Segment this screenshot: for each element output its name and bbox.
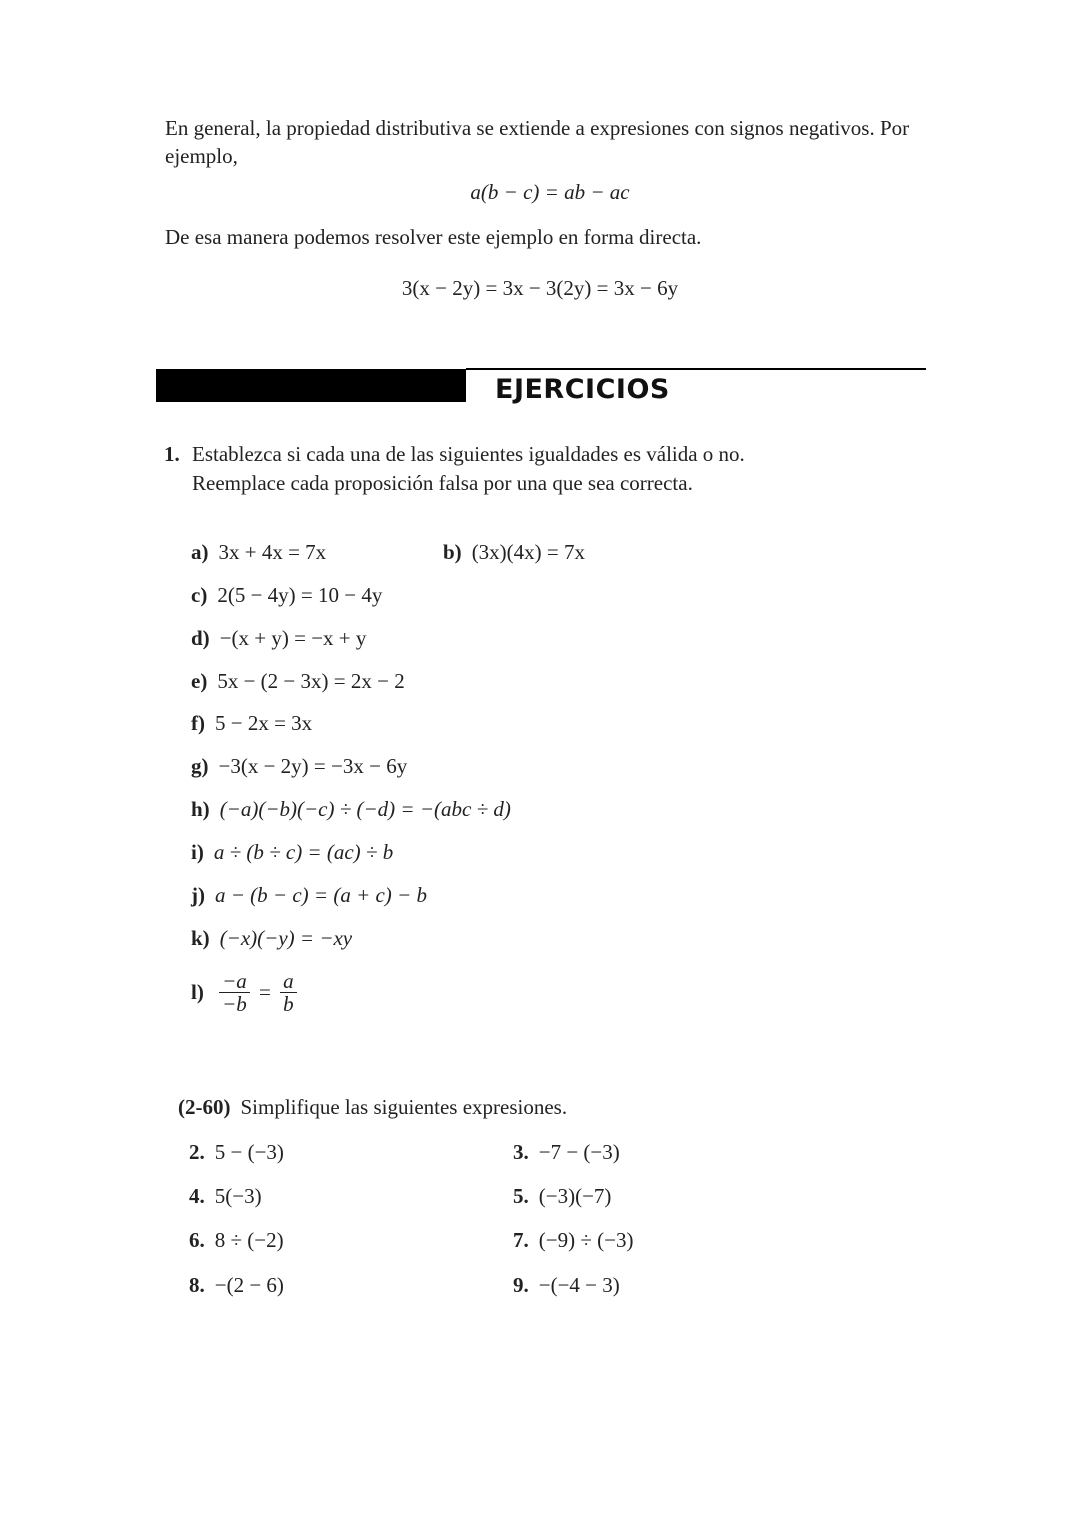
- list-item: [191, 583, 382, 608]
- item-label: h): [191, 797, 210, 821]
- list-item: [443, 540, 585, 565]
- problem-expr: 8 ÷ (−2): [214, 1228, 284, 1252]
- exercise-1: [164, 440, 764, 498]
- problem: [513, 1184, 611, 1209]
- item-label: i): [191, 840, 204, 864]
- problem-number: 2.: [189, 1140, 205, 1164]
- item-expr: 3x + 4x = 7x: [218, 540, 327, 564]
- fraction-denominator: −b: [222, 992, 247, 1016]
- problem-expr: (−3)(−7): [538, 1184, 612, 1208]
- list-item: [191, 797, 511, 822]
- list-item: [191, 626, 366, 651]
- list-item: [191, 540, 326, 565]
- problem: [189, 1273, 284, 1298]
- item-expr: (−a)(−b)(−c) ÷ (−d) = −(abc ÷ d): [219, 797, 511, 821]
- item-expr: a ÷ (b ÷ c) = (ac) ÷ b: [213, 840, 394, 864]
- problem-expr: −(−4 − 3): [538, 1273, 620, 1297]
- problem-number: 3.: [513, 1140, 529, 1164]
- exercise-number: 1.: [164, 442, 180, 466]
- intro-paragraph-2: De esa manera podemos resolver este ejemplo en forma directa.: [165, 225, 702, 249]
- problem: [513, 1273, 620, 1298]
- equation-distributive: a(b − c) = ab − ac: [470, 180, 630, 204]
- item-label: j): [191, 883, 205, 907]
- item-label: l): [191, 980, 204, 1004]
- fraction-numerator: −a: [219, 970, 250, 993]
- item-label: d): [191, 626, 210, 650]
- problem: [513, 1228, 633, 1253]
- list-item: [191, 840, 393, 865]
- item-label: k): [191, 926, 210, 950]
- problem-expr: (−9) ÷ (−3): [538, 1228, 634, 1252]
- instruction-text: Simplifique las siguientes expresiones.: [240, 1095, 568, 1119]
- section-bar: [156, 369, 466, 402]
- problem: [513, 1140, 620, 1165]
- section-rule: [466, 368, 926, 370]
- problem-number: 8.: [189, 1273, 205, 1297]
- fraction-right: [280, 970, 297, 1015]
- problem: [189, 1228, 284, 1253]
- list-item: [191, 970, 297, 1015]
- equals-sign: =: [259, 980, 271, 1004]
- intro-paragraph: En general, la propiedad distributiva se extiende a expresiones con signos negativos. Por ejemplo,: [165, 116, 910, 168]
- problem-number: 9.: [513, 1273, 529, 1297]
- problem-expr: −7 − (−3): [538, 1140, 620, 1164]
- problem-number: 6.: [189, 1228, 205, 1252]
- item-expr: −(x + y) = −x + y: [219, 626, 367, 650]
- item-expr: −3(x − 2y) = −3x − 6y: [218, 754, 408, 778]
- item-expr: 5x − (2 − 3x) = 2x − 2: [217, 669, 405, 693]
- exercise-statement: Establezca si cada una de las siguientes igualdades es válida o no. Reemplace cada proposición falsa por una que sea correcta.: [192, 442, 745, 495]
- list-item: [191, 883, 427, 908]
- fraction-numerator: a: [280, 970, 297, 993]
- problem-number: 4.: [189, 1184, 205, 1208]
- fraction-denominator: b: [283, 992, 294, 1016]
- fraction-left: [219, 970, 250, 1015]
- problem-number: 7.: [513, 1228, 529, 1252]
- equation-example: 3(x − 2y) = 3x − 3(2y) = 3x − 6y: [401, 276, 679, 300]
- item-expr: a − (b − c) = (a + c) − b: [215, 883, 427, 907]
- list-item: [191, 754, 407, 779]
- list-item: [191, 711, 312, 736]
- item-expr: 2(5 − 4y) = 10 − 4y: [217, 583, 383, 607]
- item-label: c): [191, 583, 208, 607]
- item-label: a): [191, 540, 209, 564]
- list-item: [191, 669, 405, 694]
- list-item: [191, 926, 352, 951]
- item-label: f): [191, 711, 205, 735]
- problem: [189, 1184, 262, 1209]
- problem-number: 5.: [513, 1184, 529, 1208]
- problem-expr: 5 − (−3): [214, 1140, 284, 1164]
- simplify-instruction: [178, 1095, 567, 1120]
- item-expr: 5 − 2x = 3x: [215, 711, 313, 735]
- item-expr: (3x)(4x) = 7x: [471, 540, 586, 564]
- problem-expr: −(2 − 6): [214, 1273, 284, 1297]
- item-label: e): [191, 669, 208, 693]
- item-label: g): [191, 754, 209, 778]
- section-heading: EJERCICIOS: [495, 374, 670, 405]
- item-label: b): [443, 540, 462, 564]
- problem-expr: 5(−3): [214, 1184, 262, 1208]
- problem: [189, 1140, 284, 1165]
- problem-range: (2-60): [178, 1095, 231, 1119]
- item-expr: (−x)(−y) = −xy: [219, 926, 353, 950]
